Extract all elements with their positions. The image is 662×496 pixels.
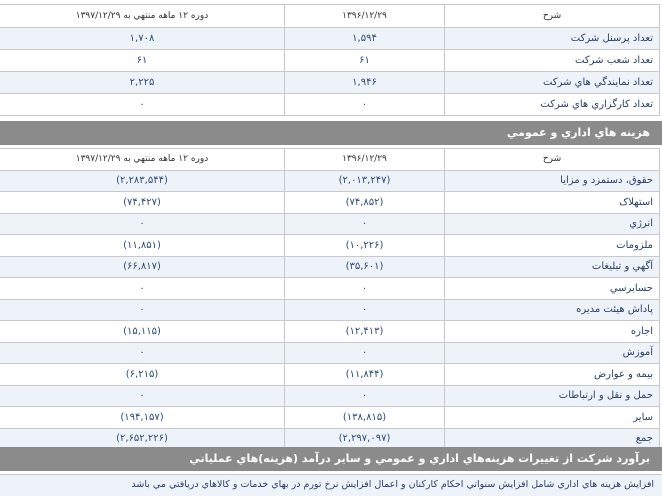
column-header-description: شرح <box>445 149 660 171</box>
row-label: پاداش هيئت مديره <box>445 299 660 321</box>
column-header-1396: ۱۳۹۶/۱۲/۲۹ <box>285 5 445 28</box>
table-row <box>0 72 660 94</box>
row-value-1397: (۲,۶۵۲,۲۲۶) <box>0 428 285 450</box>
row-value-1397: (۱۱,۸۵۱) <box>0 235 285 257</box>
row-label: تعداد شعب شرکت <box>445 50 660 72</box>
row-value-1396: ۰ <box>285 299 445 321</box>
row-label: ساير <box>445 407 660 429</box>
row-value-1396: ۱,۹۴۶ <box>285 72 445 94</box>
row-label: حقوق، دستمزد و مزايا <box>445 170 660 192</box>
admin-expenses-table <box>0 148 660 450</box>
table-row <box>0 364 660 386</box>
row-value-1397: ۰ <box>0 299 285 321</box>
row-value-1396: ۰ <box>285 213 445 235</box>
row-value-1397: (۶,۲۱۵) <box>0 364 285 386</box>
row-value-1396: ۱,۵۹۴ <box>285 28 445 50</box>
column-header-1396: ۱۳۹۶/۱۲/۲۹ <box>285 149 445 171</box>
table-row <box>0 50 660 72</box>
table-row <box>0 321 660 343</box>
row-value-1397: ۰ <box>0 278 285 300</box>
row-label: حمل و نقل و ارتباطات <box>445 385 660 407</box>
row-label: تعداد نمايندگي هاي شرکت <box>445 72 660 94</box>
row-value-1396: ۰ <box>285 342 445 364</box>
row-label: استهلاک <box>445 192 660 214</box>
table-header-row <box>0 149 660 171</box>
row-value-1397: ۶۱ <box>0 50 285 72</box>
row-value-1396: (۱۲,۴۱۳) <box>285 321 445 343</box>
table-row <box>0 213 660 235</box>
row-value-1396: (۲,۰۱۳,۲۴۷) <box>285 170 445 192</box>
table-row <box>0 94 660 116</box>
row-value-1397: (۲,۲۸۳,۵۴۴) <box>0 170 285 192</box>
row-value-1397: ۰ <box>0 342 285 364</box>
row-value-1396: ۰ <box>285 278 445 300</box>
table-row <box>0 299 660 321</box>
table-row <box>0 407 660 429</box>
table-row <box>0 278 660 300</box>
row-value-1396: (۳۵,۶۰۱) <box>285 256 445 278</box>
row-value-1397: ۲,۲۲۵ <box>0 72 285 94</box>
row-value-1397: (۱۹۴,۱۵۷) <box>0 407 285 429</box>
table-row <box>0 28 660 50</box>
row-label: ملزومات <box>445 235 660 257</box>
section-header-admin-expenses: هزينه هاي اداري و عمومي <box>0 121 662 145</box>
row-value-1397: ۰ <box>0 94 285 116</box>
row-value-1397: ۱,۷۰۸ <box>0 28 285 50</box>
table-row <box>0 385 660 407</box>
row-value-1396: (۱۱,۸۴۴) <box>285 364 445 386</box>
row-label: تعداد پرسنل شرکت <box>445 28 660 50</box>
row-label: آموزش <box>445 342 660 364</box>
row-label: تعداد کارگزاري هاي شرکت <box>445 94 660 116</box>
row-value-1396: (۱۳۸,۸۱۵) <box>285 407 445 429</box>
row-value-1397: ۰ <box>0 385 285 407</box>
row-label: بيمه و عوارض <box>445 364 660 386</box>
personnel-table <box>0 4 660 116</box>
row-value-1397: (۷۴,۴۲۷) <box>0 192 285 214</box>
column-header-1397: دوره ۱۲ ماهه منتهي به ۱۳۹۷/۱۲/۲۹ <box>0 149 285 171</box>
row-value-1396: (۲,۲۹۷,۰۹۷) <box>285 428 445 450</box>
row-value-1396: ۶۱ <box>285 50 445 72</box>
row-value-1397: (۱۵,۱۱۵) <box>0 321 285 343</box>
section-header-expense-estimate: برآورد شرکت از تغييرات هزينه‌هاي اداري و عمومي و ساير درآمد (هزينه)هاي عملياتي <box>0 447 662 471</box>
row-label: جمع <box>445 428 660 450</box>
table-row <box>0 170 660 192</box>
table-row <box>0 192 660 214</box>
row-value-1396: ۰ <box>285 385 445 407</box>
row-label: آگهي و تبليغات <box>445 256 660 278</box>
row-value-1396: (۷۴,۸۵۲) <box>285 192 445 214</box>
table-row <box>0 235 660 257</box>
row-label: حسابرسي <box>445 278 660 300</box>
row-value-1396: (۱۰,۲۲۶) <box>285 235 445 257</box>
estimate-note: افزايش هزينه هاي اداري شامل افزايش سنواتي احکام کارکنان و اعمال افزايش نرخ تورم در بهاي خدمات و کالاهاي دريافتي مي باشد <box>0 474 662 496</box>
row-value-1397: ۰ <box>0 213 285 235</box>
column-header-1397: دوره ۱۲ ماهه منتهي به ۱۳۹۷/۱۲/۲۹ <box>0 5 285 28</box>
row-label: انرژي <box>445 213 660 235</box>
row-value-1396: ۰ <box>285 94 445 116</box>
row-value-1397: (۶۶,۸۱۷) <box>0 256 285 278</box>
column-header-description: شرح <box>445 5 660 28</box>
table-row <box>0 256 660 278</box>
table-header-row <box>0 5 660 28</box>
row-label: اجاره <box>445 321 660 343</box>
table-row <box>0 342 660 364</box>
